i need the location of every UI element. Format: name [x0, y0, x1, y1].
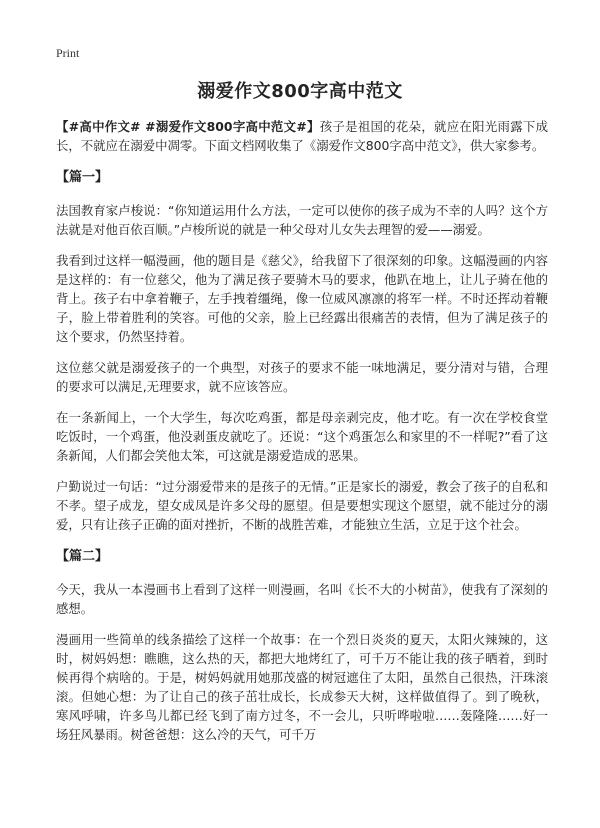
intro-text: 孩子是祖国的花朵，就应在阳光雨露下成长，不就应在溺爱中凋零。下面文档网收集了《溺爱作文800字高中范文》，供大家参考。 [56, 119, 548, 153]
section-heading: 【篇二】 [56, 549, 109, 564]
paragraph: 今天，我从一本漫画书上看到了这样一则漫画，名叫《长不大的小树苗》，使我有了深刻的感想。 [56, 582, 548, 616]
paragraph: 法国教育家卢梭说：“你知道运用什么方法，一定可以使你的孩子成为不幸的人吗？这个方法就是对他百依百顺。”卢梭所说的就是一种父母对儿女失去理智的爱——溺爱。 [56, 203, 548, 237]
intro-tag[interactable]: 【#高中作文# #溺爱作文800字高中范文#】 [56, 119, 320, 134]
paragraph: 这位慈父就是溺爱孩子的一个典型，对孩子的要求不能一味地满足，要分清对与错，合理的要求可以满足,无理要求，就不应该答应。 [56, 360, 548, 394]
document-body [56, 117, 548, 756]
paragraph: 漫画用一些简单的线条描绘了这样一个故事：在一个烈日炎炎的夏天，太阳火辣辣的，这时，树妈妈想：瞧瞧，这么热的天，都把大地烤红了，可千万不能让我的孩子晒着，到时候再得个病啥的。于是，树妈妈就用她那茂盛的树冠遮住了太阳，虽然自己很热，汗珠滚滚。但她心想：为了让自己的孩子茁壮成长，长成参天大树，这样做值得了。到了晚秋，寒风呼啸，许多鸟儿都已经飞到了南方过冬，不一会儿，只听哗啦啦……轰隆隆……好一场狂风暴雨。树爸爸想：这么冷的天气，可千万 [56, 632, 548, 742]
print-link[interactable]: Print [56, 46, 80, 60]
paragraph: 户勤说过一句话：“过分溺爱带来的是孩子的无情。”正是家长的溺爱，教会了孩子的自私和不孝。望子成龙，望女成凤是许多父母的愿望。但是要想实现这个愿望，就不能过分的溺爱，只有让孩子正确的面对挫折，不断的战胜苦难，才能独立生活，立足于这个社会。 [56, 479, 548, 532]
intro-paragraph [56, 117, 548, 155]
paragraph: 在一条新闻上，一个大学生，每次吃鸡蛋，都是母亲剥完皮，他才吃。有一次在学校食堂吃饭时，一个鸡蛋，他没剥蛋皮就吃了。还说：“这个鸡蛋怎么和家里的不一样呢?”看了这条新闻，人们都会笑他太笨，可这就是溺爱造成的恶果。 [56, 410, 548, 463]
section-heading: 【篇一】 [56, 170, 109, 185]
paragraph: 我看到过这样一幅漫画，他的题目是《慈父》，给我留下了很深刻的印象。这幅漫画的内容是这样的：有一位慈父，他为了满足孩子要骑木马的要求，他趴在地上，让儿子骑在他的背上。孩子右中拿着鞭子，左手拽着缰绳，像一位威风凛凛的将军一样。不时还挥动着鞭子，脸上带着胜利的笑容。可他的父亲，脸上已经露出很痛苦的表情，但为了满足孩子的这个要求，仍然坚持着。 [56, 253, 548, 344]
document-title: 溺爱作文800字高中范文 [197, 81, 403, 102]
